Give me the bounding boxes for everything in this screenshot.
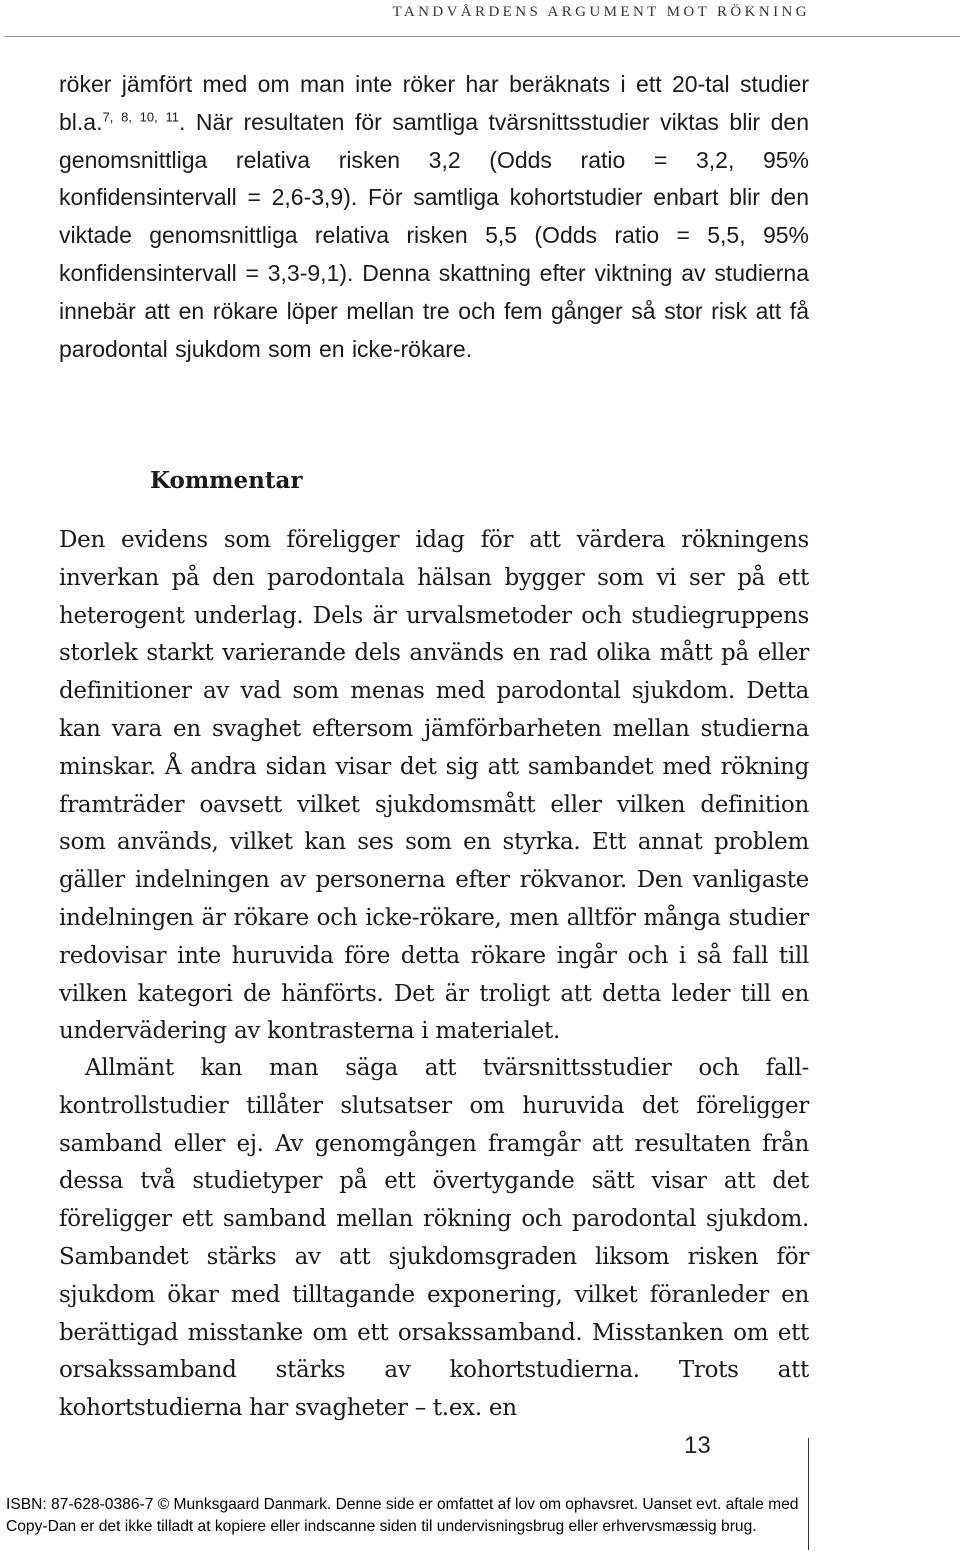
section-heading: Kommentar (150, 467, 303, 494)
header-rule (4, 36, 960, 37)
copyright-footer (6, 1494, 956, 1538)
paragraph-results-text-cont: . När resultaten för samtliga tvärsnittsstudier viktas blir den genomsnittliga relativa risken 3,2 (Odds ratio = 3,2, 95% konfidensintervall = 2,6-3,9). För samtliga kohortstudier enbart blir den viktade genomsnittliga relativa risken 5,5 (Odds ratio = 5,5, 95% konfidensintervall = 3,3-9,1). Denna skattning efter viktning av studierna innebär att en rökare löper mellan tre och fem gånger så stor risk att få parodontal sjukdom som en icke-rökare. (59, 108, 809, 362)
running-head: TANDVÅRDENS ARGUMENT MOT RÖKNING (392, 4, 810, 20)
reference-superscript: 7, 8, 10, 11 (102, 109, 179, 125)
footer-line-1: ISBN: 87-628-0386-7 © Munksgaard Danmark. Denne side er omfattet af lov om ophavsret. Uanset evt. aftale med (6, 1496, 799, 1513)
paragraph-conclusion: Allmänt kan man säga att tvärsnittsstudier och fall-kontrollstudier tillåter slutsatser om huruvida det föreligger samband eller ej. Av genomgången framgår att resultaten från dessa två studietyper på ett övertygande sätt visar att det föreligger ett samband mellan rökning och parodontal sjukdom. Sambandet stärks av att sjukdomsgraden liksom risken för sjukdom ökar med tilltagande exponering, vilket föranleder en berättigad misstanke om ett orsakssamband. Misstanken om ett orsakssamband stärks av kohortstudierna. Trots att kohortstudierna har svagheter – t.ex. en (59, 1055, 809, 1422)
paragraph-results (59, 66, 809, 368)
paragraph-results-text: röker jämfört med om man inte röker har beräknats i ett 20-tal studier bl.a. (59, 71, 809, 135)
paragraph-comment: Den evidens som föreligger idag för att värdera rökningens inverkan på den parodontala hälsan bygger som vi ser på ett heterogent underlag. Dels är urvalsmetoder och studiegruppens storlek starkt varierande dels används en rad olika mått på eller definitioner av vad som menas med parodontal sjukdom. Detta kan vara en svaghet eftersom jämförbarheten mellan studierna minskar. Å andra sidan visar det sig att sambandet med rökning framträder oavsett vilket sjukdomsmått eller vilken definition som används, vilket kan ses som en styrka. Ett annat problem gäller indelningen av personerna efter rökvanor. Den vanligaste indelningen är rökare och icke-rökare, men alltför många studier redovisar inte huruvida före detta rökare ingår och i så fall till vilken kategori de hänförts. Det är troligt att detta leder till en undervädering av kontrasterna i materialet. (59, 527, 809, 1045)
footer-line-2: Copy-Dan er det ikke tilladt at kopiere eller indscanne siden til undervisningsbrug eller erhvervsmæssig brug. (6, 1518, 757, 1535)
page-number: 13 (684, 1432, 711, 1459)
